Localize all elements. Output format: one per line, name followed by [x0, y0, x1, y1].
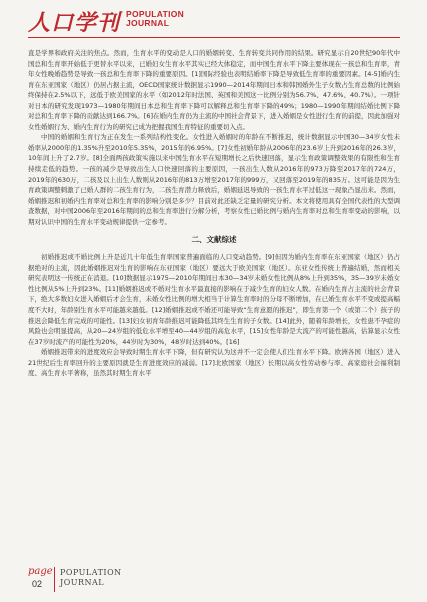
- footer-journal-line1: POPULATION: [60, 568, 122, 577]
- journal-logo-english: [126, 10, 184, 28]
- paragraph-2: 中国的婚姻和生育行为正在发生一系列结构性变化。女性进入婚姻时的年龄在不断推迟，统计数据显示中国30—34岁女性未婚率从2000年的1.35%升至2010年5.35%，2015年的6.95%。[7]女性初婚年龄从2006年的23.6岁上升到2016年的26.3岁，10年间上升了2.7岁。[8]全面两孩政策实施以来中国生育水平在短期增长之后快速回落，显示生育政策调整效果的有限性和生育持续走低的趋势。一孩的减少是导致出生人口快速回落的主要原因，一孩出生人数从2016年的973万降至2017年的724万，2019年的630万，二孩及以上出生人数则从2016年的813万增至2017年的999万，又回落至2019年的835万。这可能是因为生育政策调整刺激了已婚人群的二孩生育行为，二孩生育潜力释放后，婚姻延迟导致的一孩生育水平过低这一现象凸显出来。然而，婚姻推迟和初婚内生育率对总和生育率的影响分别是多少？目前对此还缺乏定量的研究分析。本文将使用具有全国代表性的大型调查数据，对中国2006年至2016年期间的总和生育率进行分解分析，考察女性已婚比例与婚内生育率对总和生育率变动的影响，以期对认识中国的生育水平变动规律提供一定参考。: [28, 133, 400, 226]
- journal-header: [0, 0, 427, 44]
- page-label: page: [28, 566, 53, 577]
- section-title: 二、文献综述: [191, 235, 237, 245]
- page-footer: [28, 562, 168, 596]
- footer-journal-line2: JOURNAL: [60, 578, 105, 587]
- journal-logo-chinese: 人口学刊: [28, 10, 121, 36]
- footer-divider: [54, 567, 55, 592]
- article-body: [28, 48, 400, 379]
- logo-en-line2: JOURNAL: [126, 18, 170, 28]
- header-divider: [28, 37, 400, 38]
- paragraph-4: 婚姻推迟带来的进度效应会导致时期生育水平下降，但有研究认为这并不一定会使人们生育水平下降。欧洲各国（地区）进入21世纪后生育率回升的主要原因就是生育进度效应的减弱。[17]北欧国家（地区）长期以高女性劳动参与率、高家庭社会福利制度、高生育水平著称，虽然其时期生育水平: [28, 348, 400, 378]
- page-number: 02: [32, 579, 43, 589]
- paragraph-3: 初婚推迟或不婚比例上升是近几十年低生育率国家普遍面临的人口变动趋势。[9]但因为婚内生育率在东亚国家（地区）仍占据绝对的主流，因此婚姻推迟对生育的影响在东亚国家（地区）要远大于欧美国家（地区）。东亚女性传统上普遍结婚，然而相关研究表明这一传统正在消退。[10]数据显示1975—2010年期间日本30—34岁未婚女性比例从8%上升到35%，35—39岁未婚女性比例从5%上升到23%。[11]婚姻推迟或不婚对生育水平最直接的影响在于减少生育的妇女人数。在婚内生育占主流的社会背景下，绝大多数妇女进入婚姻后才会生育，未婚女性比例的增大相当于计算生育率时的分母不断增加，在已婚生育水平不变或提高幅度不大时，年龄别生育水平可能越来越低。[12]婚姻推迟或不婚还可能导致“生育意愿的推迟”，即生育第一个（或第二个）孩子的推迟会降低生育完成的可能性。[13]妇女初育年龄推迟可能降低其终生生育的子女数。[14]此外，随着年龄增长，女性患不孕症的风险也会明显提高，从20—24岁组的低危水平增至40—44岁组的高危水平，[15]女性年龄是大流产的可能性越高，估算显示女性在37岁时流产的可能性为20%，44岁时为30%，48岁时达到40%。[16]: [28, 253, 400, 346]
- paragraph-1: 直是学界和政府关注的焦点。然而，生育水平的变动是人口的婚姻转变、生育转变共同作用的结果。研究显示自20世纪90年代中国总和生育率开始低于更替水平以来，已婚妇女生育水平其实已经大体稳定，而中国生育水平下降主要体现在一孩总和生育率，青年女性晚婚趋势是导致一孩总和生育率下降的重要原因。[1]国际经验也表明结婚率下降是导致低生育率的重要因素。[4-5]婚内生育在东亚国家（地区）仍居占据主流，OECD国家统计数据显示1990—2014年期间日本和韩国婚外生子女数占生育总数的比例始终保持在2.5%以下，远低于欧美国家的水平（如2012年时法国、英国和美国这一比例分别为56.7%、47.6%、40.7%）。一项针对日本的研究发现1973—1980年期间日本总和生育率下降可以解释总和生育率下降的49%；1980—1990年期间结婚比例下降对总和生育率下降的贡献达到166.7%。[6]在婚内生育仍为主流的中国社会背景下，进入婚姻是女性进行生育的前提，因此加强对女性婚姻行为、婚内生育行为的研究已成为把握我国生育特征的重要切入点。: [28, 49, 400, 131]
- logo-en-line1: POPULATION: [126, 9, 185, 19]
- footer-journal-name: [60, 568, 122, 588]
